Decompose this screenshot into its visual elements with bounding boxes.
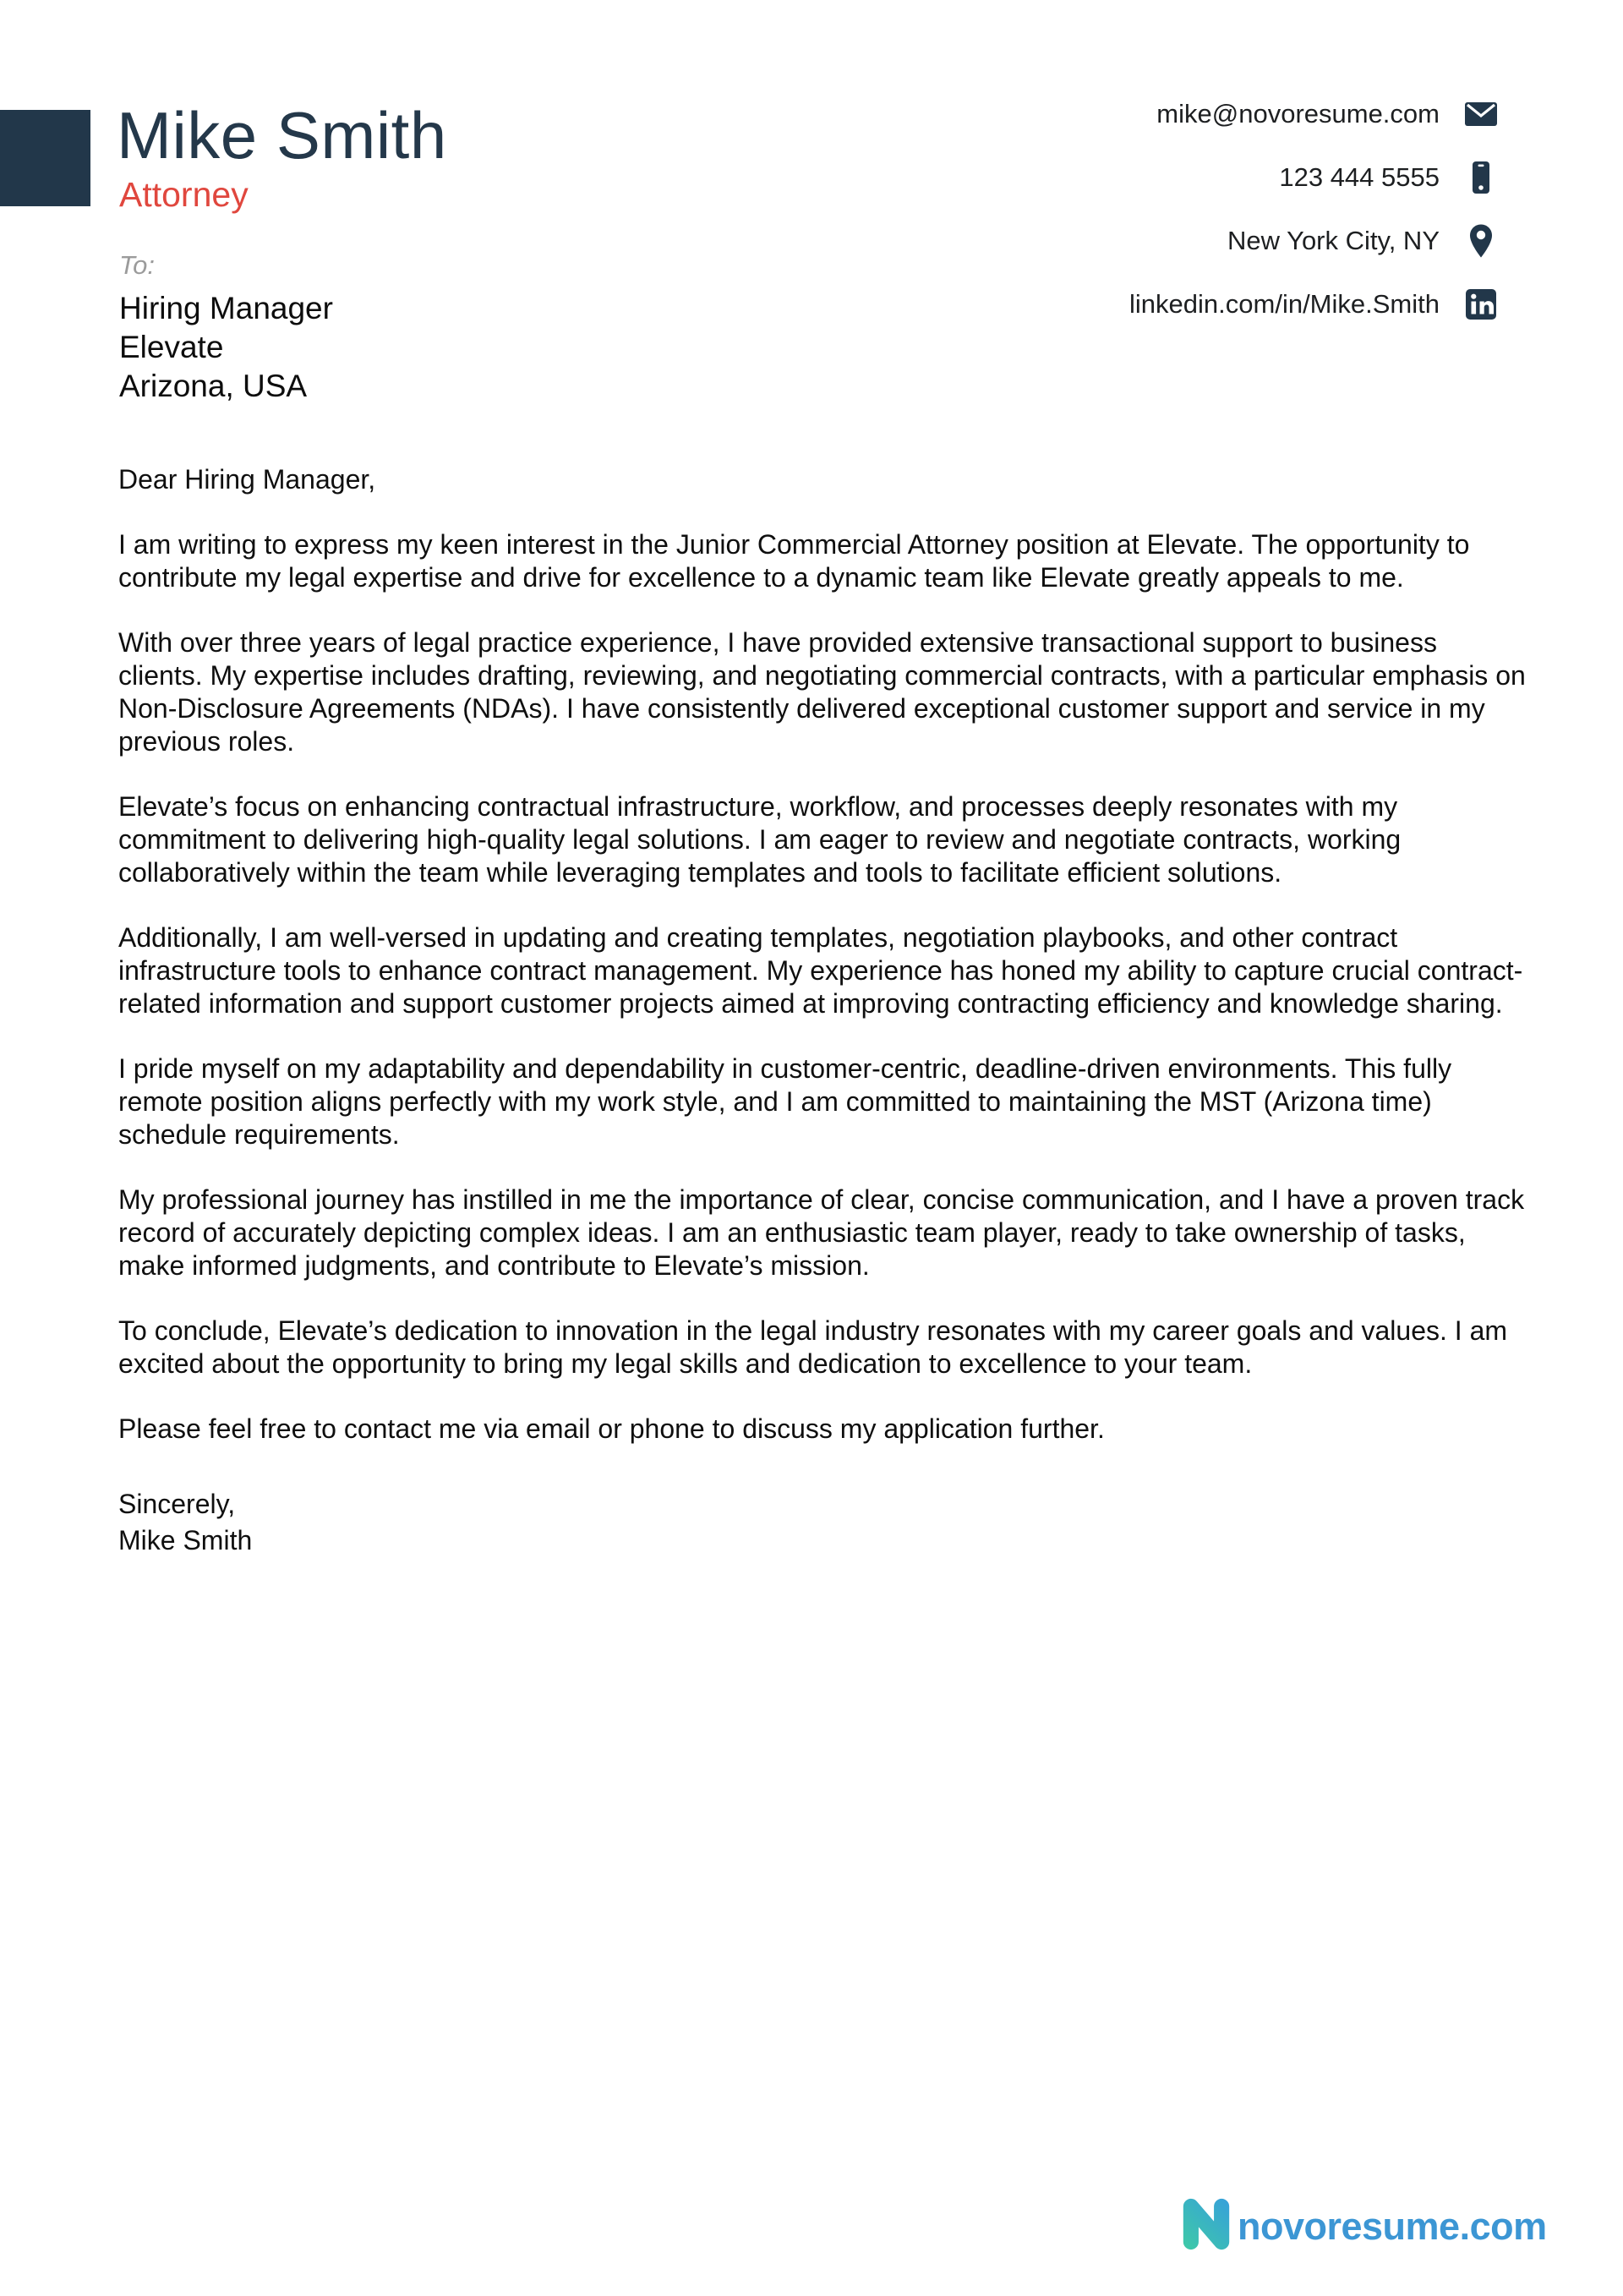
novoresume-brand-text[interactable]: novoresume.com — [1238, 2205, 1547, 2248]
recipient-line: Arizona, USA — [119, 369, 308, 403]
letter-paragraph: I am writing to express my keen interest in the Junior Commercial Attorney position at Elevate. The opportunity to contribute my legal expertise and drive for excellence to a dynamic team like Elevate greatly appeals to me. — [118, 529, 1470, 593]
contact-row-phone — [1129, 159, 1500, 196]
contact-block — [1129, 96, 1500, 323]
location-icon — [1462, 222, 1500, 260]
contact-row-email — [1129, 96, 1500, 133]
recipient-block — [119, 251, 333, 406]
linkedin-icon — [1462, 286, 1500, 323]
letter-paragraph: Additionally, I am well-versed in updating and creating templates, negotiation playbooks, and other contract infrastructure tools to enhance contract management. My experience has honed my ability to capture crucial contract-related information and support customer projects aimed at improving contracting efficiency and knowledge sharing. — [118, 922, 1523, 1019]
email-link[interactable]: mike@novoresume.com — [1156, 99, 1440, 128]
letter-paragraph: With over three years of legal practice experience, I have provided extensive transactional support to business clients. My expertise includes drafting, reviewing, and negotiating commercial contracts, with a particular emphasis on Non-Disclosure Agreements (NDAs). I have consistently delivered exceptional customer support and service in my previous roles. — [118, 627, 1526, 757]
footer-brand[interactable] — [1182, 2198, 1547, 2250]
novoresume-logo-icon — [1182, 2198, 1231, 2250]
letter-paragraph: Elevate’s focus on enhancing contractual infrastructure, workflow, and processes deeply resonates with my commitment to delivering high-quality legal solutions. I am eager to review and negotiate contracts, working collaboratively within the team while leveraging templates and tools to facilitate efficient solutions. — [118, 791, 1402, 888]
recipient-line: Hiring Manager — [119, 291, 333, 325]
letter-body — [118, 463, 1528, 1559]
job-title: Attorney — [119, 175, 249, 214]
email-icon — [1462, 96, 1500, 133]
letter-paragraph: Please feel free to contact me via email or phone to discuss my application further. — [118, 1413, 1105, 1444]
contact-row-linkedin — [1129, 286, 1500, 323]
linkedin-link[interactable]: linkedin.com/in/Mike.Smith — [1129, 289, 1440, 319]
closing: Sincerely, — [118, 1489, 236, 1519]
location-text: New York City, NY — [1227, 226, 1440, 255]
contact-row-location — [1129, 222, 1500, 260]
letter-paragraph: I pride myself on my adaptability and dependability in customer-centric, deadline-driven environments. This fully remote position aligns perfectly with my work style, and I am committed to maintaining the MST (Arizona time) schedule requirements. — [118, 1053, 1452, 1150]
page-title: Mike Smith — [117, 98, 447, 172]
letter-paragraph: My professional journey has instilled in me the importance of clear, concise communication, and I have a proven track record of accurately depicting complex ideas. I am an enthusiastic team player, ready to take ownership of tasks, make informed judgments, and contribute to Elevate’s mission. — [118, 1184, 1525, 1281]
recipient-to-label: To: — [119, 250, 155, 280]
accent-square — [0, 110, 90, 206]
letter-paragraph: To conclude, Elevate’s dedication to innovation in the legal industry resonates with my career goals and values. I am excited about the opportunity to bring my legal skills and dedication to excellence to your team. — [118, 1315, 1508, 1379]
salutation: Dear Hiring Manager, — [118, 464, 376, 495]
recipient-line: Elevate — [119, 330, 224, 364]
phone-icon — [1462, 159, 1500, 196]
phone-number: 123 444 5555 — [1279, 162, 1440, 192]
signature-name: Mike Smith — [118, 1525, 253, 1555]
